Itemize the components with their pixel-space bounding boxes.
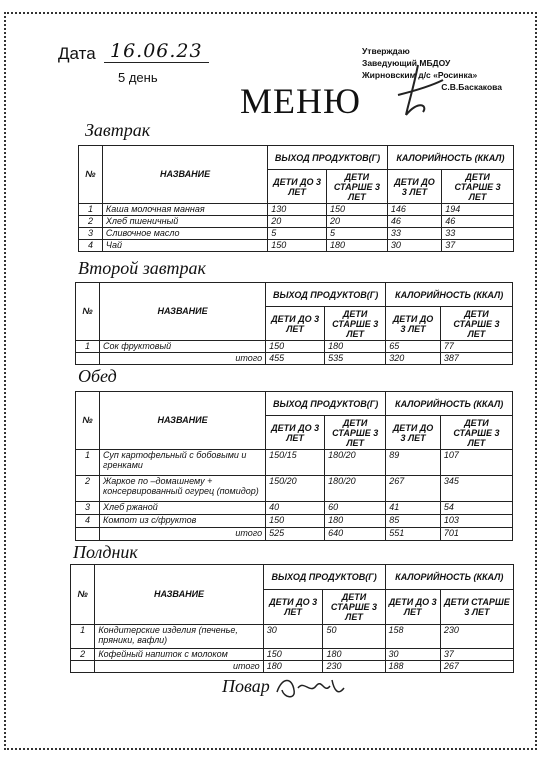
header-name: НАЗВАНИЕ <box>95 565 263 625</box>
approver-signature <box>388 60 448 120</box>
dish-name: Хлеб пшеничный <box>102 215 267 227</box>
page-title: МЕНЮ <box>240 81 361 121</box>
approve-line-2: Заведующий МБДОУ <box>362 58 451 68</box>
calories-over3: 77 <box>440 340 512 352</box>
approve-line-1: Утверждаю <box>362 46 410 56</box>
row-number: 1 <box>76 449 100 475</box>
menu-table <box>78 145 514 252</box>
total-blank <box>71 660 95 672</box>
total-output-under3: 180 <box>263 660 323 672</box>
dish-name: Компот из с/фруктов <box>100 514 266 527</box>
header-cal-over3: ДЕТИ СТАРШЕ 3 ЛЕТ <box>440 416 512 450</box>
table-row <box>79 227 514 239</box>
output-over3: 5 <box>326 227 387 239</box>
header-calories: КАЛОРИЙНОСТЬ (ККАЛ) <box>386 283 513 307</box>
header-name: НАЗВАНИЕ <box>100 392 266 450</box>
total-label: итого <box>100 352 266 364</box>
header-cal-under3: ДЕТИ ДО 3 ЛЕТ <box>387 170 441 204</box>
section-title: Полдник <box>73 542 138 562</box>
dish-name: Чай <box>102 239 267 251</box>
output-under3: 150/15 <box>266 449 325 475</box>
output-over3: 180/20 <box>325 475 386 501</box>
calories-over3: 37 <box>440 648 513 660</box>
header-calories: КАЛОРИЙНОСТЬ (ККАЛ) <box>386 392 513 416</box>
header-cal-over3: ДЕТИ СТАРШЕ 3 ЛЕТ <box>440 590 513 625</box>
header-cal-over3: ДЕТИ СТАРШЕ 3 ЛЕТ <box>442 170 514 204</box>
header-num: № <box>76 283 100 341</box>
calories-under3: 89 <box>386 449 441 475</box>
output-over3: 180 <box>325 340 386 352</box>
output-over3: 180 <box>326 239 387 251</box>
header-output-over3: ДЕТИ СТАРШЕ 3 ЛЕТ <box>323 590 385 625</box>
header-output: ВЫХОД ПРОДУКТОВ(Г) <box>268 146 388 170</box>
calories-over3: 103 <box>440 514 512 527</box>
calories-under3: 33 <box>387 227 441 239</box>
date-label: Дата <box>58 44 96 63</box>
header-num: № <box>79 146 103 204</box>
output-under3: 5 <box>268 227 327 239</box>
total-calories-under3: 188 <box>385 660 440 672</box>
header-output-over3: ДЕТИ СТАРШЕ 3 ЛЕТ <box>326 170 387 204</box>
output-under3: 40 <box>266 501 325 514</box>
dish-name: Суп картофельный с бобовыми и гренками <box>100 449 266 475</box>
row-number: 2 <box>76 475 100 501</box>
output-under3: 150 <box>266 340 325 352</box>
header-calories: КАЛОРИЙНОСТЬ (ККАЛ) <box>385 565 514 590</box>
total-output-under3: 455 <box>266 352 325 364</box>
output-over3: 180/20 <box>325 449 386 475</box>
total-row <box>76 352 513 364</box>
dish-name: Хлеб ржаной <box>100 501 266 514</box>
calories-under3: 41 <box>386 501 441 514</box>
total-calories-over3: 387 <box>440 352 512 364</box>
output-under3: 150 <box>263 648 323 660</box>
header-cal-under3: ДЕТИ ДО 3 ЛЕТ <box>385 590 440 625</box>
total-label: итого <box>100 527 266 540</box>
calories-under3: 30 <box>387 239 441 251</box>
calories-under3: 158 <box>385 624 440 648</box>
dish-name: Кондитерские изделия (печенье, пряники, вафли) <box>95 624 263 648</box>
calories-under3: 85 <box>386 514 441 527</box>
table-row <box>76 449 513 475</box>
dish-name: Сливочное масло <box>102 227 267 239</box>
total-blank <box>76 527 100 540</box>
header-output-over3: ДЕТИ СТАРШЕ 3 ЛЕТ <box>325 416 386 450</box>
total-calories-over3: 701 <box>440 527 512 540</box>
output-over3: 180 <box>323 648 385 660</box>
table-row <box>76 501 513 514</box>
header-output-under3: ДЕТИ ДО 3 ЛЕТ <box>266 307 325 341</box>
dish-name: Каша молочная манная <box>102 203 267 215</box>
table-row <box>71 648 514 660</box>
calories-over3: 46 <box>442 215 514 227</box>
dish-name: Кофейный напиток с молоком <box>95 648 263 660</box>
table-row <box>79 239 514 251</box>
calories-over3: 194 <box>442 203 514 215</box>
calories-over3: 107 <box>440 449 512 475</box>
row-number: 2 <box>71 648 95 660</box>
output-over3: 50 <box>323 624 385 648</box>
total-output-over3: 535 <box>325 352 386 364</box>
header-cal-under3: ДЕТИ ДО 3 ЛЕТ <box>386 416 441 450</box>
calories-over3: 345 <box>440 475 512 501</box>
row-number: 1 <box>76 340 100 352</box>
output-under3: 130 <box>268 203 327 215</box>
calories-over3: 230 <box>440 624 513 648</box>
total-output-under3: 525 <box>266 527 325 540</box>
day-label: 5 день <box>118 70 158 85</box>
section-title: Завтрак <box>85 120 151 140</box>
header-name: НАЗВАНИЕ <box>102 146 267 204</box>
approve-line-3: Жирновским д/с «Росинка» <box>362 70 478 80</box>
row-number: 4 <box>76 514 100 527</box>
header-calories: КАЛОРИЙНОСТЬ (ККАЛ) <box>387 146 513 170</box>
total-blank <box>76 352 100 364</box>
row-number: 1 <box>71 624 95 648</box>
calories-over3: 33 <box>442 227 514 239</box>
calories-under3: 65 <box>386 340 441 352</box>
row-number: 3 <box>79 227 103 239</box>
header-output-over3: ДЕТИ СТАРШЕ 3 ЛЕТ <box>325 307 386 341</box>
output-under3: 150 <box>268 239 327 251</box>
calories-under3: 267 <box>386 475 441 501</box>
header-output-under3: ДЕТИ ДО 3 ЛЕТ <box>268 170 327 204</box>
cook-label: Повар <box>222 676 270 696</box>
calories-over3: 54 <box>440 501 512 514</box>
section-title: Второй завтрак <box>78 258 206 278</box>
output-under3: 30 <box>263 624 323 648</box>
row-number: 4 <box>79 239 103 251</box>
output-over3: 20 <box>326 215 387 227</box>
header-output: ВЫХОД ПРОДУКТОВ(Г) <box>266 283 386 307</box>
total-output-over3: 230 <box>323 660 385 672</box>
header-output-under3: ДЕТИ ДО 3 ЛЕТ <box>266 416 325 450</box>
output-over3: 180 <box>325 514 386 527</box>
total-calories-under3: 551 <box>386 527 441 540</box>
approver-name: С.В.Баскакова <box>441 82 502 92</box>
total-row <box>71 660 514 672</box>
total-output-over3: 640 <box>325 527 386 540</box>
calories-over3: 37 <box>442 239 514 251</box>
total-calories-under3: 320 <box>386 352 441 364</box>
table-row <box>71 624 514 648</box>
header-name: НАЗВАНИЕ <box>100 283 266 341</box>
output-under3: 150 <box>266 514 325 527</box>
header-output: ВЫХОД ПРОДУКТОВ(Г) <box>263 565 385 590</box>
output-under3: 150/20 <box>266 475 325 501</box>
calories-under3: 30 <box>385 648 440 660</box>
section-title: Обед <box>78 366 117 386</box>
row-number: 2 <box>79 215 103 227</box>
header-num: № <box>71 565 95 625</box>
total-calories-over3: 267 <box>440 660 513 672</box>
total-label: итого <box>95 660 263 672</box>
header-output-under3: ДЕТИ ДО 3 ЛЕТ <box>263 590 323 625</box>
table-row <box>79 215 514 227</box>
output-over3: 60 <box>325 501 386 514</box>
header-cal-over3: ДЕТИ СТАРШЕ 3 ЛЕТ <box>440 307 512 341</box>
date-value: 16.06.23 <box>104 40 209 63</box>
calories-under3: 146 <box>387 203 441 215</box>
table-row <box>76 514 513 527</box>
table-row <box>76 340 513 352</box>
header-output: ВЫХОД ПРОДУКТОВ(Г) <box>266 392 386 416</box>
header-cal-under3: ДЕТИ ДО 3 ЛЕТ <box>386 307 441 341</box>
dish-name: Сок фруктовый <box>100 340 266 352</box>
total-row <box>76 527 513 540</box>
dish-name: Жаркое по –домашнему + консервированный огурец (помидор) <box>100 475 266 501</box>
output-under3: 20 <box>268 215 327 227</box>
cook-signature <box>272 672 352 702</box>
calories-under3: 46 <box>387 215 441 227</box>
header-num: № <box>76 392 100 450</box>
menu-table <box>75 391 513 541</box>
output-over3: 150 <box>326 203 387 215</box>
row-number: 1 <box>79 203 103 215</box>
menu-table <box>75 282 513 365</box>
menu-table <box>70 564 514 673</box>
table-row <box>76 475 513 501</box>
table-row <box>79 203 514 215</box>
row-number: 3 <box>76 501 100 514</box>
